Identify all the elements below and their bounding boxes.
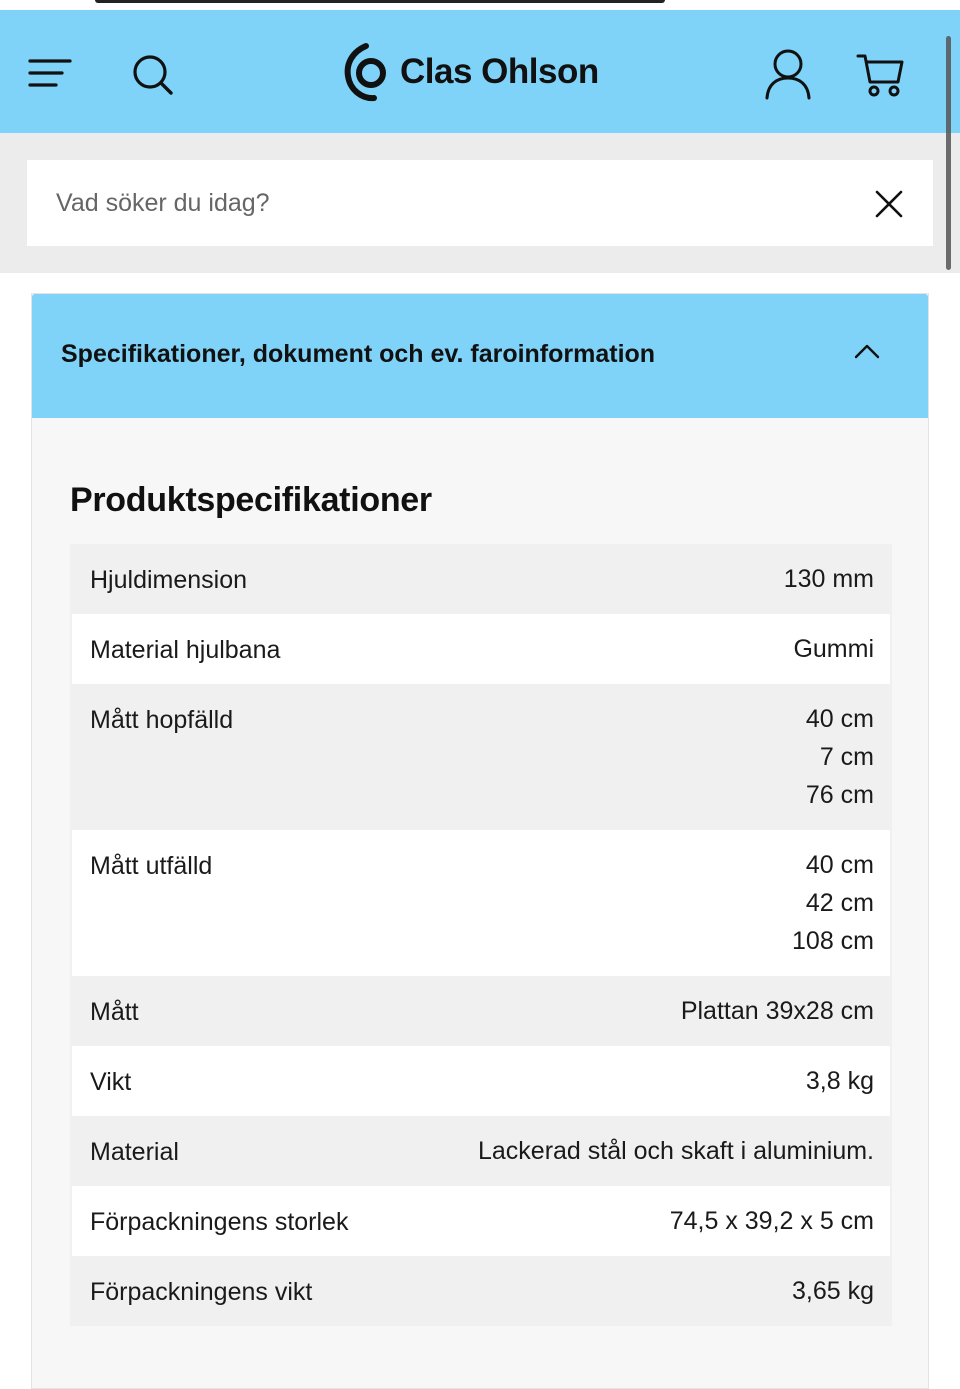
spec-value-line: 40 cm: [805, 705, 874, 733]
spec-value: [806, 1062, 874, 1100]
brand-logo[interactable]: [344, 42, 599, 102]
status-bar-indicator: [95, 0, 665, 3]
site-header: [0, 10, 960, 133]
spec-row: [72, 1256, 890, 1326]
spec-label: Vikt: [90, 1068, 132, 1096]
accordion-header[interactable]: [32, 294, 928, 418]
status-strip: [0, 0, 960, 10]
spec-table: [70, 544, 892, 1326]
spec-value-line: 3,65 kg: [791, 1277, 874, 1305]
spec-label: Mått: [90, 998, 139, 1026]
spec-label: Förpackningens vikt: [90, 1278, 313, 1306]
menu-icon[interactable]: [28, 56, 74, 90]
spec-label: Mått utfälld: [90, 852, 213, 880]
scrollbar[interactable]: [946, 36, 951, 270]
spec-heading: Produktspecifikationer: [70, 481, 432, 519]
spec-label: Mått hopfälld: [90, 706, 234, 734]
spec-value-line: 74,5 x 39,2 x 5 cm: [669, 1207, 874, 1235]
spec-row: [72, 1186, 890, 1256]
spec-value-line: 130 mm: [783, 565, 874, 593]
spec-value-line: Lackerad stål och skaft i aluminium.: [477, 1137, 874, 1165]
search-field[interactable]: [27, 160, 933, 246]
accordion-title: Specifikationer, dokument och ev. faroinformation: [61, 340, 656, 368]
spec-row: [72, 830, 890, 976]
spec-value-line: Gummi: [793, 635, 874, 663]
spec-row: [72, 614, 890, 684]
spec-row: [72, 684, 890, 830]
user-icon[interactable]: [764, 48, 812, 100]
spec-value: [670, 1202, 874, 1240]
cart-icon[interactable]: [856, 50, 906, 98]
spec-value: [792, 1272, 874, 1310]
spec-value-line: 42 cm: [805, 889, 874, 917]
spec-value: [792, 846, 874, 960]
chevron-up-icon[interactable]: [854, 342, 880, 360]
spec-value: [478, 1132, 874, 1170]
search-bar-area: [0, 133, 960, 273]
spec-value-line: 76 cm: [805, 781, 874, 809]
spec-value-line: Plattan 39x28 cm: [680, 997, 874, 1025]
spec-row: [72, 544, 890, 614]
spec-row: [72, 976, 890, 1046]
search-input[interactable]: [56, 189, 856, 218]
logo-mark-icon: [344, 42, 392, 102]
spec-value-line: 7 cm: [819, 743, 874, 771]
spec-value: [806, 700, 874, 814]
spec-value: [793, 630, 874, 668]
spec-label: Material hjulbana: [90, 636, 281, 664]
spec-value-line: 40 cm: [805, 851, 874, 879]
spec-value: [784, 560, 874, 598]
spec-label: Förpackningens storlek: [90, 1208, 349, 1236]
spec-value: [681, 992, 874, 1030]
spec-value-line: 108 cm: [792, 927, 874, 955]
close-icon[interactable]: [875, 190, 903, 218]
brand-name: Clas Ohlson: [400, 52, 599, 91]
spec-label: Hjuldimension: [90, 566, 248, 594]
search-icon[interactable]: [130, 52, 174, 96]
spec-value-line: 3,8 kg: [805, 1067, 874, 1095]
spec-row: [72, 1046, 890, 1116]
spec-row: [72, 1116, 890, 1186]
spec-accordion: [31, 293, 929, 1389]
spec-label: Material: [90, 1138, 179, 1166]
